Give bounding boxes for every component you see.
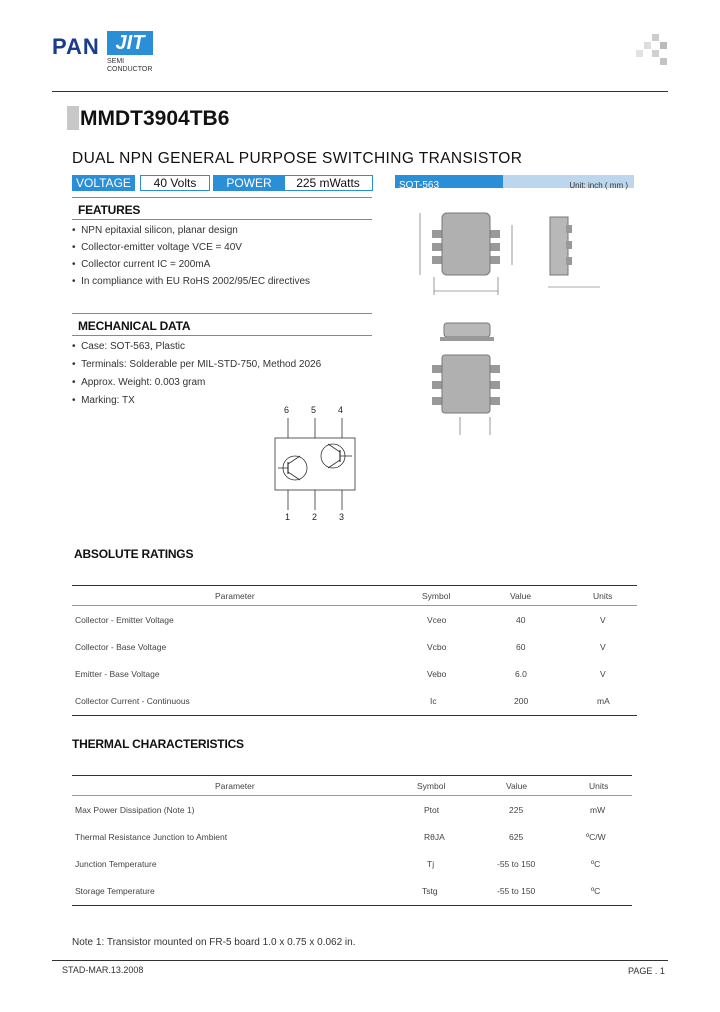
table-cell: 6.0 <box>515 669 527 679</box>
list-item: • Case: SOT-563, Plastic <box>72 341 185 352</box>
list-item: • NPN epitaxial silicon, planar design <box>72 225 238 236</box>
table-cell: mW <box>590 805 606 815</box>
device-subtitle: DUAL NPN GENERAL PURPOSE SWITCHING TRANSISTOR <box>72 150 523 167</box>
pin-4: 4 <box>338 405 344 415</box>
logo-sub-line1: SEMI <box>107 58 125 65</box>
feature-text: In compliance with EU RoHS 2002/95/EC directives <box>81 276 311 287</box>
table-cell: 40 <box>516 615 526 625</box>
pin-2: 2 <box>312 512 318 522</box>
table-cell: V <box>600 669 606 679</box>
table-cell: Tstg <box>422 886 438 896</box>
footer-date: STAD-MAR.13.2008 <box>62 965 144 975</box>
table-cell: 60 <box>516 642 526 652</box>
features-rule-top <box>72 197 372 198</box>
power-value: 225 mWatts <box>283 175 373 191</box>
mechanical-list <box>72 341 372 413</box>
table-cell: RθJA <box>424 832 445 842</box>
table-cell: Ptot <box>424 805 440 815</box>
table-cell: V <box>600 642 606 652</box>
table-cell: Vebo <box>427 669 447 679</box>
abs-header-units: Units <box>593 591 613 601</box>
absolute-ratings-title: ABSOLUTE RATINGS <box>74 547 194 561</box>
table-cell: Collector Current - Continuous <box>75 696 190 706</box>
pin-5: 5 <box>311 405 317 415</box>
part-number: MMDT3904TB6 <box>80 107 230 130</box>
list-item: • Collector current IC = 200mA <box>72 259 211 270</box>
table-cell: Storage Temperature <box>75 886 155 896</box>
thermal-title: THERMAL CHARACTERISTICS <box>72 737 244 751</box>
feature-text: Collector-emitter voltage VCE = 40V <box>81 242 242 253</box>
table-cell: ºC/W <box>586 832 606 842</box>
table-cell: Max Power Dissipation (Note 1) <box>75 805 195 815</box>
thermal-table-top-rule <box>72 775 632 776</box>
list-item: • Collector-emitter voltage VCE = 40V <box>72 242 242 253</box>
abs-table-top-rule <box>72 585 637 586</box>
thermal-header-units: Units <box>589 781 609 791</box>
voltage-value: 40 Volts <box>140 175 210 191</box>
features-title: FEATURES <box>78 203 141 217</box>
table-cell: 625 <box>509 832 524 842</box>
table-cell: mA <box>597 696 610 706</box>
table-cell: ºC <box>591 859 601 869</box>
table-cell: Ic <box>430 696 437 706</box>
header-rule <box>52 91 668 92</box>
thermal-header-value: Value <box>506 781 528 791</box>
corner-squares-icon <box>636 34 670 68</box>
table-cell: Tj <box>427 859 435 869</box>
pin-3: 3 <box>339 512 345 522</box>
table-cell: Thermal Resistance Junction to Ambient <box>75 832 228 842</box>
abs-header-parameter: Parameter <box>215 591 255 601</box>
mechanical-title: MECHANICAL DATA <box>78 319 191 333</box>
pin-6: 6 <box>284 405 290 415</box>
features-list <box>72 225 372 293</box>
mechanical-text: Terminals: Solderable per MIL-STD-750, Method 2026 <box>81 359 322 370</box>
logo-subtitle <box>107 58 152 74</box>
thermal-header-parameter: Parameter <box>215 781 255 791</box>
abs-table-bottom-rule <box>72 715 637 716</box>
table-cell: Collector - Emitter Voltage <box>75 615 174 625</box>
thermal-table-header-rule <box>72 795 632 796</box>
abs-header-symbol: Symbol <box>422 591 451 601</box>
package-drawing <box>400 195 640 445</box>
thermal-header-symbol: Symbol <box>417 781 446 791</box>
table-cell: 225 <box>509 805 524 815</box>
footer-page: PAGE . 1 <box>628 966 665 976</box>
features-rule-bottom <box>72 219 372 220</box>
voltage-label: VOLTAGE <box>72 175 135 191</box>
part-tab <box>67 106 79 130</box>
feature-text: NPN epitaxial silicon, planar design <box>81 225 238 236</box>
footer-rule <box>52 960 668 961</box>
mechanical-rule-bottom <box>72 335 372 336</box>
table-cell: Emitter - Base Voltage <box>75 669 160 679</box>
table-cell: V <box>600 615 606 625</box>
table-cell: Vceo <box>427 615 447 625</box>
power-label: POWER <box>213 175 285 191</box>
list-item: • Approx. Weight: 0.003 gram <box>72 377 206 388</box>
table-cell: Collector - Base Voltage <box>75 642 167 652</box>
package-name: SOT-563 <box>399 180 440 191</box>
list-item: • Marking: TX <box>72 395 135 406</box>
mechanical-text: Case: SOT-563, Plastic <box>81 341 185 352</box>
pin-1: 1 <box>285 512 291 522</box>
package-name-bar <box>395 175 503 191</box>
package-unit-bar <box>503 175 634 188</box>
list-item: • In compliance with EU RoHS 2002/95/EC directives <box>72 276 311 287</box>
mechanical-text: Marking: TX <box>81 395 135 406</box>
table-cell: ºC <box>591 886 601 896</box>
abs-table-header-rule <box>72 605 637 606</box>
dual-npn-schematic <box>270 418 360 510</box>
feature-text: Collector current IC = 200mA <box>81 259 211 270</box>
logo-sub-line2: CONDUCTOR <box>107 66 153 73</box>
table-cell: 200 <box>514 696 529 706</box>
logo-jit-badge: JIT <box>107 31 153 55</box>
footnote: Note 1: Transistor mounted on FR-5 board 1.0 x 0.75 x 0.062 in. <box>72 937 356 948</box>
list-item: • Terminals: Solderable per MIL-STD-750, Method 2026 <box>72 359 322 370</box>
table-cell: -55 to 150 <box>497 859 536 869</box>
mechanical-rule-top <box>72 313 372 314</box>
mechanical-text: Approx. Weight: 0.003 gram <box>81 377 206 388</box>
logo-pan-text: PAN <box>52 34 100 59</box>
table-cell: -55 to 150 <box>497 886 536 896</box>
thermal-table-bottom-rule <box>72 905 632 906</box>
abs-header-value: Value <box>510 591 532 601</box>
table-cell: Vcbo <box>427 642 447 652</box>
package-unit-note: Unit: inch ( mm ) <box>569 181 628 190</box>
table-cell: Junction Temperature <box>75 859 157 869</box>
